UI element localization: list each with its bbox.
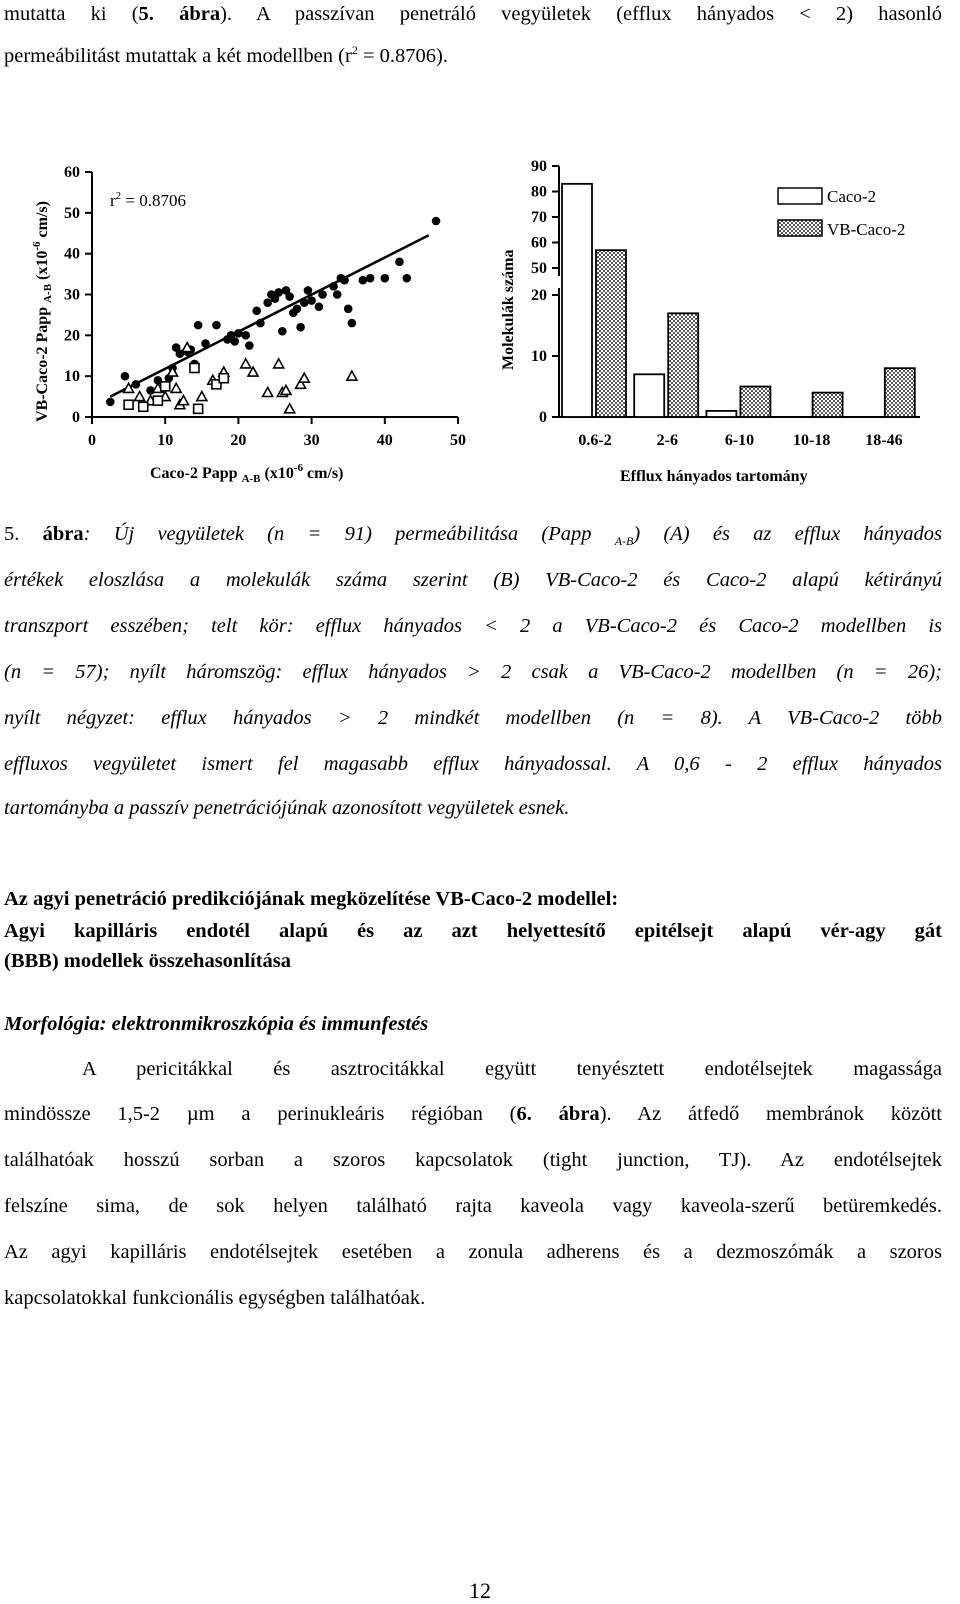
bar-bars <box>562 184 915 417</box>
caption-line-4: (n = 57); nyílt háromszög: efflux hányados > 2 csak a VB-Caco-2 modellben (n = 26); <box>4 661 942 683</box>
scatter-x-tick-label: 40 <box>376 432 393 449</box>
legend-label-caco2: Caco-2 <box>827 187 877 206</box>
scatter-y-tick-label: 30 <box>64 286 80 304</box>
scatter-y-tick-label: 50 <box>64 204 80 222</box>
point-filled-circle <box>296 323 305 332</box>
bar-vbcaco2 <box>740 387 770 418</box>
section-heading-3: (BBB) modellek összehasonlítása <box>4 950 292 972</box>
body-line-1: A pericitákkal és asztrocitákkal együtt tenyésztett endotélsejtek magassága <box>82 1058 942 1080</box>
point-filled-circle <box>395 258 404 267</box>
point-filled-circle <box>315 302 324 311</box>
figure-ref: 5. ábra <box>138 3 221 25</box>
bar-y-tick-label: 90 <box>531 158 547 175</box>
bar-y-tick-label: 0 <box>539 409 547 426</box>
point-filled-circle <box>132 380 141 389</box>
point-filled-circle <box>278 327 287 336</box>
subheading: Morfológia: elektronmikroszkópia és immunfestés <box>4 1013 429 1035</box>
bar-y-tick-label: 80 <box>531 183 547 201</box>
point-filled-circle <box>318 290 327 299</box>
caption-line-6: effluxos vegyületet ismert fel magasabb efflux hányadossal. A 0,6 - 2 efflux hányados <box>4 753 942 775</box>
scatter-x-label: Caco-2 Papp $_{A-B}$ ($x10^{-6}$ cm/s) <box>150 462 344 485</box>
body-line-6: kapcsolatokkal funkcionális egységben találhatóak. <box>4 1287 426 1309</box>
point-open-square <box>190 364 199 373</box>
point-filled-circle <box>252 307 261 316</box>
bar-y-tick-label: 70 <box>531 209 547 226</box>
point-filled-circle <box>256 319 265 328</box>
scatter-annotation: $r^2 = 0.8706$ <box>110 190 187 210</box>
bar-vbcaco2 <box>813 393 843 417</box>
bar-vbcaco2 <box>668 313 698 417</box>
caption-line-2: értékek eloszlása a molekulák száma szerint (B) VB-Caco-2 és Caco-2 alapú kétirányú <box>4 569 942 591</box>
point-open-triangle <box>241 359 251 368</box>
point-filled-circle <box>402 274 411 283</box>
scatter-y-tick-label: 60 <box>64 164 80 181</box>
caption-line-5: nyílt négyzet: efflux hányados > 2 mindkét modellben (n = 8). A VB-Caco-2 több <box>4 707 942 729</box>
point-filled-circle <box>274 288 283 297</box>
bar-y-label: Molekulák száma <box>500 249 517 370</box>
point-filled-circle <box>307 296 316 305</box>
scatter-points <box>106 217 440 414</box>
point-filled-circle <box>106 398 115 407</box>
bar-vbcaco2 <box>596 250 626 417</box>
bar-x-tick-label: 10-18 <box>793 432 831 449</box>
intro-line-1: mutatta ki (5. ábra). A passzívan penetráló vegyületek (efflux hányados < 2) hasonló <box>4 3 943 25</box>
bar-chart <box>495 150 935 490</box>
point-filled-circle <box>194 321 203 330</box>
bar-caco2 <box>562 184 592 417</box>
point-filled-circle <box>359 276 368 285</box>
caption-line-7: tartományba a passzív penetrációjúnak azonosított vegyületek esnek. <box>4 797 570 819</box>
point-filled-circle <box>293 304 302 313</box>
page-number: 12 <box>469 1578 491 1603</box>
legend-swatch-vbcaco2 <box>778 220 822 236</box>
bar-x-label: Efflux hányados tartomány <box>620 468 808 485</box>
scatter-y-tick-label: 10 <box>64 368 80 386</box>
point-open-triangle <box>135 392 145 401</box>
point-filled-circle <box>300 298 309 307</box>
point-filled-circle <box>340 276 349 285</box>
legend-swatch-caco2 <box>778 188 822 204</box>
caption-line-1: 5. ábra: Új vegyületek (n = 91) permeábilitása (Papp $_{A-B}$) (A) és az efflux hányados <box>4 523 943 549</box>
intro-line-2: permeábilitást mutattak a két modellben $(r^2 = 0.8706)$. <box>4 43 448 67</box>
scatter-x-tick-label: 20 <box>230 432 247 449</box>
figure-ref-6: 6. ábra <box>516 1103 600 1125</box>
bar-x-tick-label: 18-46 <box>865 432 903 449</box>
point-open-square <box>194 404 203 413</box>
point-filled-circle <box>285 292 294 301</box>
point-filled-circle <box>241 331 250 340</box>
scatter-x-tick-label: 50 <box>450 432 466 449</box>
point-open-square <box>161 382 170 391</box>
point-open-square <box>124 400 133 409</box>
caption-line-3: transzport esszében; telt kör: efflux hányados < 2 a VB-Caco-2 és Caco-2 modellben is <box>4 615 942 637</box>
bar-y-tick-label: 60 <box>531 234 547 252</box>
bar-x-tick-label: 0.6-2 <box>578 432 612 449</box>
scatter-x-tick-label: 10 <box>157 432 174 449</box>
bar-x-tick-label: 6-10 <box>724 432 755 449</box>
point-filled-circle <box>432 217 441 226</box>
point-open-triangle <box>197 392 207 401</box>
bar-caco2 <box>634 374 664 417</box>
point-open-square <box>153 396 162 405</box>
bar-vbcaco2 <box>885 368 915 417</box>
point-open-triangle <box>274 359 284 368</box>
bar-y-tick-label: 20 <box>531 287 547 304</box>
point-open-triangle <box>171 383 181 392</box>
point-filled-circle <box>381 274 390 283</box>
point-filled-circle <box>333 290 342 299</box>
scatter-y-label: VB-Caco-2 Papp $_{A-B}$ ($x10^{-6}$ cm/s) <box>31 201 54 422</box>
point-filled-circle <box>212 321 221 330</box>
body-line-3: találhatóak hosszú sorban a szoros kapcsolatok (tight junction, TJ). Az endotélsejtek <box>4 1149 942 1171</box>
point-filled-circle <box>344 304 353 313</box>
section-heading-1: Az agyi penetráció predikciójának megközelítése VB-Caco-2 modellel: <box>4 888 619 910</box>
point-open-triangle <box>299 373 309 382</box>
scatter-x-tick-label: 30 <box>303 432 320 449</box>
body-line-2: mindössze 1,5-2 µm a perinukleáris régióban (6. ábra). Az átfedő membránok között <box>4 1103 943 1125</box>
point-filled-circle <box>201 339 210 348</box>
point-filled-circle <box>230 337 239 346</box>
point-filled-circle <box>366 274 375 283</box>
fit-line <box>110 235 428 396</box>
bar-caco2 <box>706 411 736 417</box>
point-filled-circle <box>329 282 338 291</box>
point-open-triangle <box>347 371 357 380</box>
point-filled-circle <box>121 372 130 381</box>
point-filled-circle <box>234 329 243 338</box>
point-filled-circle <box>245 341 254 350</box>
scatter-y-tick-label: 20 <box>64 327 80 345</box>
point-filled-circle <box>348 319 357 328</box>
bar-x-tick-label: 2-6 <box>656 432 678 449</box>
bar-y-tick-label: 10 <box>531 348 547 365</box>
point-open-square <box>219 374 228 383</box>
scatter-x-tick-label: 0 <box>88 432 96 449</box>
point-filled-circle <box>304 286 313 295</box>
body-line-5: Az agyi kapilláris endotélsejtek esetében a zonula adherens és a dezmoszómák a szoros <box>4 1241 942 1263</box>
point-open-triangle <box>285 404 295 413</box>
scatter-chart <box>0 150 490 490</box>
scatter-y-tick-label: 0 <box>72 409 80 426</box>
legend-label-vbcaco2: VB-Caco-2 <box>827 220 906 239</box>
body-line-4: felszíne sima, de sok helyen található rajta kaveola vagy kaveola-szerű betüremkedés. <box>4 1195 942 1217</box>
point-filled-circle <box>263 298 272 307</box>
point-open-square <box>139 402 148 411</box>
point-open-triangle <box>263 388 273 397</box>
bar-y-tick-label: 50 <box>531 260 547 277</box>
section-heading-2: Agyi kapilláris endotél alapú és az azt helyettesítő epitélsejt alapú vér-agy gát <box>4 920 942 942</box>
scatter-y-tick-label: 40 <box>64 245 80 263</box>
